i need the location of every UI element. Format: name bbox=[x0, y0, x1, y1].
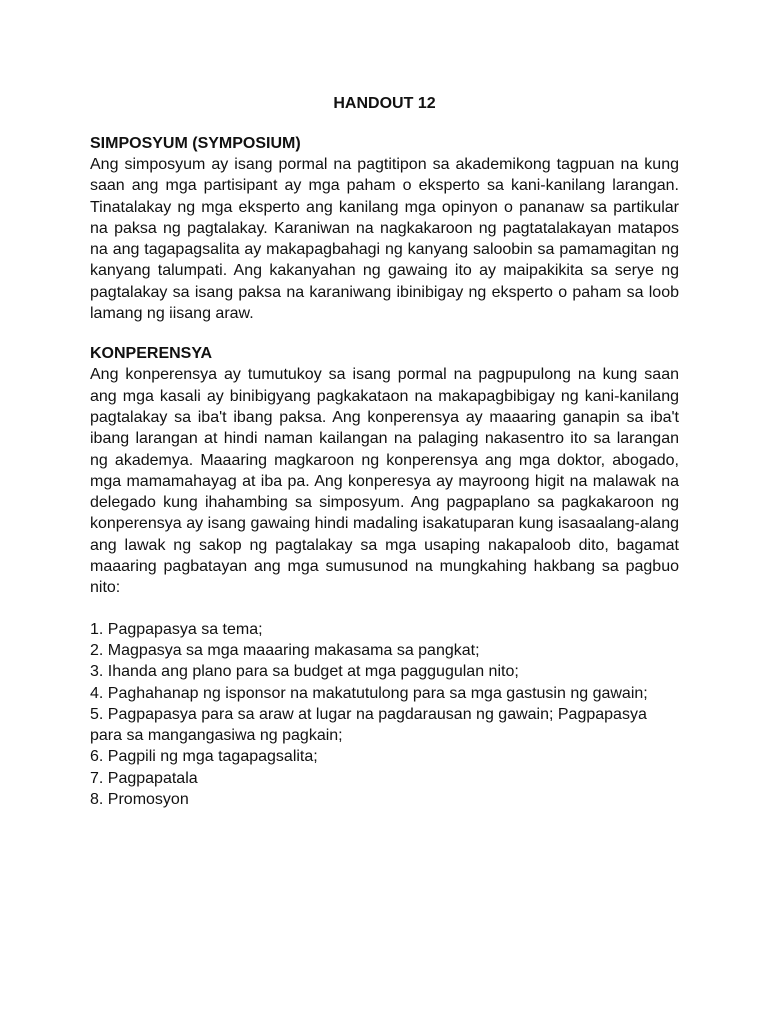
list-item: 1. Pagpapasya sa tema; bbox=[90, 620, 263, 638]
list-item: 6. Pagpili ng mga tagapagsalita; bbox=[90, 748, 318, 766]
paragraph-konperensya: Ang konperensya ay tumutukoy sa isang pormal na pagpupulong na kung saan ang mga kasali ay binibigyang pagkakataon na makapagbibigay ng kani-kanilang pagtalakay sa iba't ibang paksa. Ang konperensya ay maaaring ganapin sa iba't ibang larangan at hindi naman kailangan na palaging nakasentro ito sa larangan ng akademya. Maaaring magkaroon ng konperensya ang mga doktor, abogado, mga mamamahayag at iba pa. Ang konperesya ay mayroong higit na malawak na delegado kung ihahambing sa simposyum. Ang pagpaplano sa pagkakaroon ng konperensya ay isang gawaing hindi madaling isakatuparan kung isasaalang-alang ang lawak ng sakop ng pagtalakay sa mga usaping nakapaloob dito, bagamat maaaring pagbatayan ang mga sumusunod na mungkahing hakbang sa pagbuo nito: bbox=[90, 366, 679, 597]
section-heading-konperensya: KONPERENSYA bbox=[90, 345, 213, 363]
list-item: 3. Ihanda ang plano para sa budget at mga paggugulan nito; bbox=[90, 663, 519, 681]
list-item: 5. Pagpapasya para sa araw at lugar na pagdarausan ng gawain; Pagpapasya para sa mangangasiwa ng pagkain; bbox=[90, 705, 647, 745]
section-konperensya bbox=[90, 344, 679, 598]
list-item: 7. Pagpapatala bbox=[90, 769, 198, 787]
list-item: 4. Paghahanap ng isponsor na makatutulong para sa mga gastusin ng gawain; bbox=[90, 684, 648, 702]
section-simposyum bbox=[90, 134, 679, 324]
steps-list bbox=[90, 619, 679, 811]
paragraph-simposyum: Ang simposyum ay isang pormal na pagtitipon sa akademikong tagpuan na kung saan ang mga partisipant ay mga paham o eksperto sa kani-kanilang larangan. Tinatalakay ng mga eksperto ang kanilang mga opinyon o pananaw sa partikular na paksa ng pagtalakay. Karaniwan na nagkakaroon ng pagtatalakayan matapos na ang tagapagsalita ay makapagbahagi ng kanyang saloobin sa pamamagitan ng kanyang talumpati. Ang kakanyahan ng gawaing ito ay maipakikita sa serye ng pagtalakay sa isang paksa na karaniwang ibinibigay ng eksperto o paham sa loob lamang ng iisang araw. bbox=[90, 156, 679, 323]
list-item: 2. Magpasya sa mga maaaring makasama sa pangkat; bbox=[90, 641, 480, 659]
section-heading-simposyum: SIMPOSYUM (SYMPOSIUM) bbox=[90, 135, 301, 152]
list-item: 8. Promosyon bbox=[90, 791, 189, 809]
document-title: HANDOUT 12 bbox=[333, 95, 436, 112]
document-page bbox=[90, 94, 679, 810]
